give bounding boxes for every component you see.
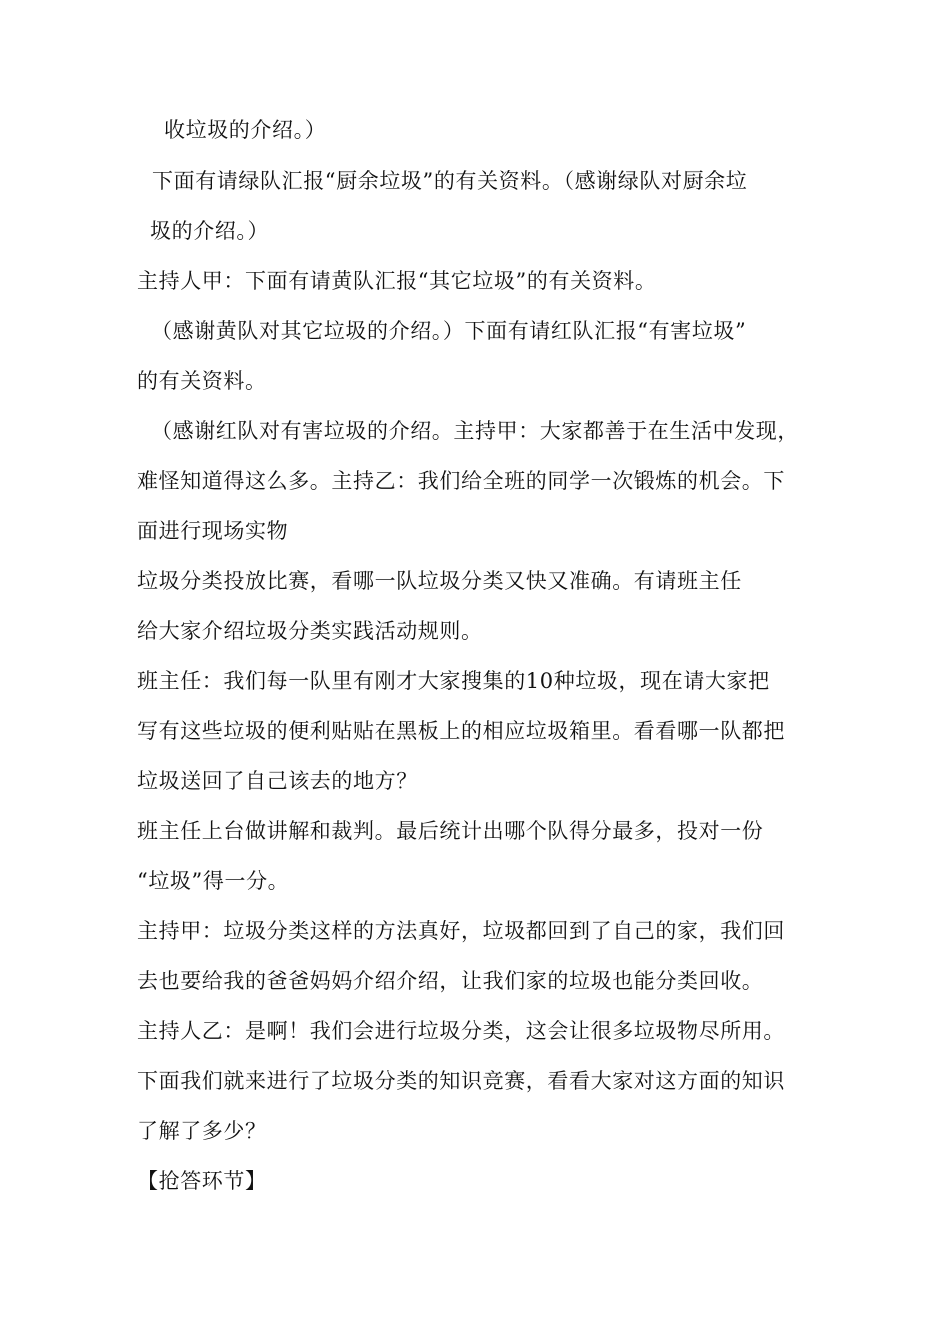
text-line-21: 了解了多少？: [137, 1119, 267, 1143]
text-line-4: 主持人甲：下面有请黄队汇报“其它垃圾”的有关资料。: [137, 269, 657, 293]
text-line-15: 班主任上台做讲解和裁判。最后统计出哪个队得分最多，投对一份: [137, 819, 764, 843]
text-line-14: 垃圾送回了自己该去的地方？: [137, 769, 418, 793]
text-line-3: 圾的介绍。）: [150, 219, 270, 243]
text-line-12: 班主任：我们每一队里有刚才大家搜集的10种垃圾，现在请大家把: [137, 669, 770, 693]
text-line-5: （感谢黄队对其它垃圾的介绍。）下面有请红队汇报“有害垃圾”: [151, 319, 747, 343]
text-line-6: 的有关资料。: [137, 369, 267, 393]
text-line-2: 下面有请绿队汇报“厨余垃圾”的有关资料。（感谢绿队对厨余垃: [152, 169, 748, 193]
text-line-11: 给大家介绍垃圾分类实践活动规则。: [137, 619, 483, 643]
text-line-16: “垃圾”得一分。: [137, 869, 290, 893]
text-line-7: （感谢红队对有害垃圾的介绍。主持甲：大家都善于在生活中发现，: [151, 419, 799, 443]
text-line-10: 垃圾分类投放比赛，看哪一队垃圾分类又快又准确。有请班主任: [137, 569, 742, 593]
text-line-8: 难怪知道得这么多。主持乙：我们给全班的同学一次锻炼的机会。下: [137, 469, 785, 493]
text-line-13: 写有这些垃圾的便利贴贴在黑板上的相应垃圾箱里。看看哪一队都把: [137, 719, 785, 743]
text-line-1: 收垃圾的介绍。）: [164, 118, 327, 142]
text-line-9: 面进行现场实物: [137, 519, 289, 543]
text-line-17: 主持甲：垃圾分类这样的方法真好，垃圾都回到了自己的家，我们回: [137, 919, 785, 943]
text-line-19: 主持人乙：是啊！我们会进行垃圾分类，这会让很多垃圾物尽所用。: [137, 1019, 785, 1043]
text-line-20: 下面我们就来进行了垃圾分类的知识竞赛，看看大家对这方面的知识: [137, 1069, 785, 1093]
section-heading: 【抢答环节】: [137, 1169, 267, 1193]
text-line-18: 去也要给我的爸爸妈妈介绍介绍，让我们家的垃圾也能分类回收。: [137, 969, 764, 993]
